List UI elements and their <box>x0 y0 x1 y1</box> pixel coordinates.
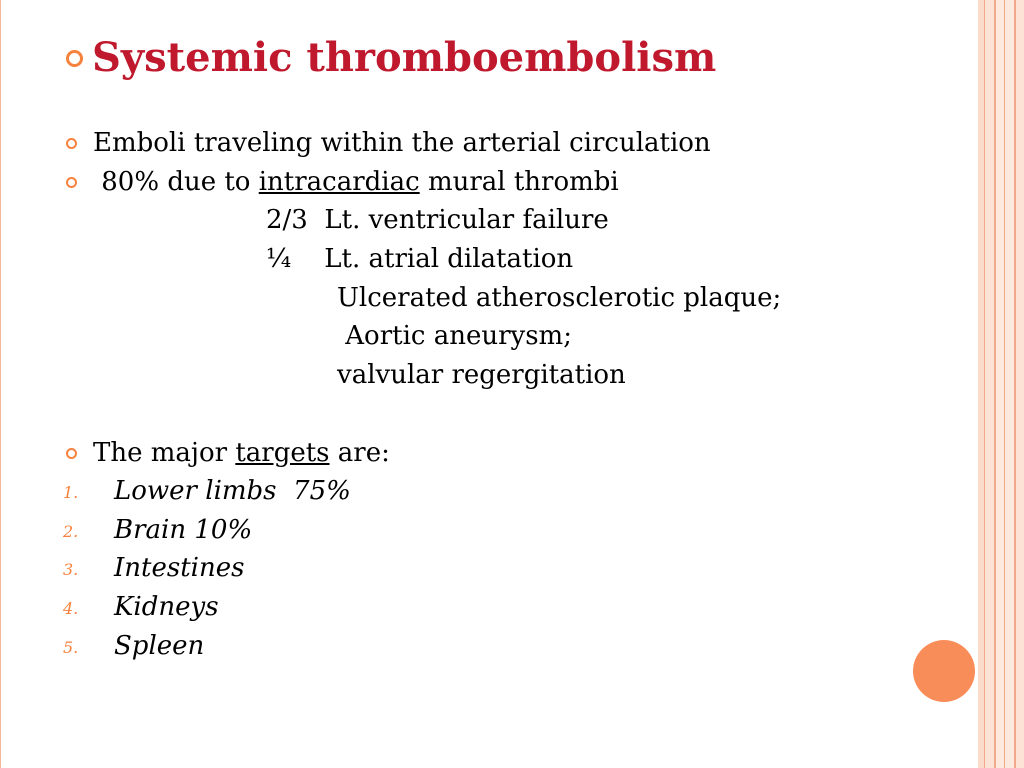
bullet-text: are: <box>329 438 390 468</box>
underlined-term: intracardiac <box>258 167 420 197</box>
decorative-circle <box>913 640 975 702</box>
bullet-icon <box>66 448 77 459</box>
list-item: Lower limbs 75% <box>114 476 351 506</box>
list-number: 2. <box>63 522 79 541</box>
left-border <box>0 0 1 768</box>
underlined-term: targets <box>235 438 330 468</box>
bullet-intracardiac <box>93 166 619 198</box>
slide-title: Systemic thromboembolism <box>92 34 717 81</box>
bullet-icon <box>66 138 77 149</box>
sub-line: Aortic aneurysm; <box>337 321 572 351</box>
bullet-emboli: Emboli traveling within the arterial circulation <box>93 128 711 158</box>
bullet-targets <box>93 437 390 469</box>
list-item: Kidneys <box>114 592 219 622</box>
list-number: 4. <box>63 599 79 618</box>
decorative-stripe <box>1016 0 1024 768</box>
list-item: Intestines <box>114 553 245 583</box>
list-item: Brain 10% <box>114 515 253 545</box>
list-number: 5. <box>63 638 79 657</box>
bullet-text: mural thrombi <box>419 167 619 197</box>
list-item: Spleen <box>114 631 205 661</box>
sub-line: valvular regergitation <box>337 360 626 390</box>
sub-line: Ulcerated atherosclerotic plaque; <box>337 283 782 313</box>
decorative-stripe <box>1005 0 1014 768</box>
bullet-text: The major <box>93 438 236 468</box>
sub-line: ¼ Lt. atrial dilatation <box>266 244 574 274</box>
bullet-text: 80% due to <box>93 167 259 197</box>
sub-line: 2/3 Lt. ventricular failure <box>266 205 609 235</box>
list-number: 1. <box>63 483 79 502</box>
list-number: 3. <box>63 560 79 579</box>
bullet-icon <box>66 177 77 188</box>
title-bullet-icon <box>66 50 83 67</box>
decorative-stripe <box>985 0 994 768</box>
decorative-stripe <box>996 0 1004 768</box>
